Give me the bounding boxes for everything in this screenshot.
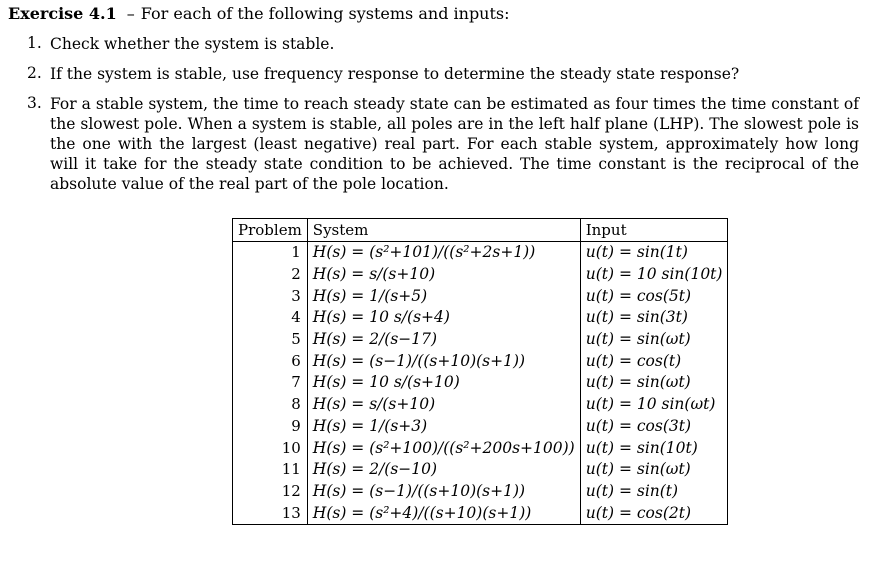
input-signal: u(t) = sin(t) <box>585 481 679 500</box>
system-transfer-function: H(s) = 2/(s−10) <box>307 459 580 481</box>
system-transfer-function: H(s) = s/(s+10) <box>307 394 580 416</box>
system-transfer-function: H(s) = 10 s/(s+4) <box>307 307 580 329</box>
system-transfer-function: H(s) = 2/(s−17) <box>307 329 580 351</box>
question-number: 3. <box>27 94 42 112</box>
question-item-3 <box>27 94 859 194</box>
question-text: Check whether the system is stable. <box>50 35 335 53</box>
table-row <box>233 242 728 264</box>
table-header-row <box>233 219 728 242</box>
input-signal: u(t) = cos(5t) <box>585 286 692 305</box>
table-row <box>233 307 728 329</box>
problem-number: 8 <box>233 394 308 416</box>
system-transfer-function: H(s) = (s²+101)/((s²+2s+1)) <box>307 242 580 264</box>
problem-number: 13 <box>233 502 308 524</box>
question-text: For a stable system, the time to reach steady state can be estimated as four times the time constant of the slowest pole. When a system is stable, all poles are in the left half plane (LHP). The slowest pole is the one with the largest (least negative) real part. For each stable system, approximately how long will it take for the steady state condition to be achieved. The time constant is the reciprocal of the absolute value of the real part of the pole location. <box>50 95 859 193</box>
header-separator: – <box>126 4 135 23</box>
table-row <box>233 416 728 438</box>
question-item-1 <box>27 34 859 54</box>
question-list <box>27 34 859 204</box>
problem-number: 4 <box>233 307 308 329</box>
system-transfer-function: H(s) = (s−1)/((s+10)(s+1)) <box>307 350 580 372</box>
input-signal: u(t) = 10 sin(10t) <box>585 265 723 284</box>
table-row <box>233 459 728 481</box>
input-signal: u(t) = sin(10t) <box>585 438 698 457</box>
input-signal: u(t) = sin(ωt) <box>585 460 691 479</box>
input-signal: u(t) = sin(ωt) <box>585 330 691 349</box>
column-header-input: Input <box>580 219 728 242</box>
problem-number: 12 <box>233 481 308 503</box>
table-row <box>233 394 728 416</box>
system-transfer-function: H(s) = 10 s/(s+10) <box>307 372 580 394</box>
column-header-system: System <box>307 219 580 242</box>
question-item-2 <box>27 64 859 84</box>
input-signal: u(t) = cos(t) <box>585 351 682 370</box>
question-number: 1. <box>27 34 42 52</box>
exercise-title: Exercise 4.1 <box>8 4 117 23</box>
problem-number: 5 <box>233 329 308 351</box>
problem-number: 11 <box>233 459 308 481</box>
system-transfer-function: H(s) = 1/(s+3) <box>307 416 580 438</box>
problem-number: 6 <box>233 350 308 372</box>
system-transfer-function: H(s) = (s²+100)/((s²+200s+100)) <box>307 437 580 459</box>
table-row <box>233 329 728 351</box>
system-transfer-function: H(s) = s/(s+10) <box>307 264 580 286</box>
problem-number: 2 <box>233 264 308 286</box>
exercise-intro: For each of the following systems and inputs: <box>140 4 510 23</box>
table-row <box>233 264 728 286</box>
problem-number: 7 <box>233 372 308 394</box>
column-header-problem: Problem <box>233 219 308 242</box>
exercise-header <box>8 4 510 24</box>
table-row <box>233 481 728 503</box>
input-signal: u(t) = sin(ωt) <box>585 373 691 392</box>
system-transfer-function: H(s) = 1/(s+5) <box>307 285 580 307</box>
systems-table <box>232 218 728 525</box>
input-signal: u(t) = 10 sin(ωt) <box>585 395 716 414</box>
input-signal: u(t) = sin(1t) <box>585 243 688 262</box>
problem-number: 3 <box>233 285 308 307</box>
system-transfer-function: H(s) = (s−1)/((s+10)(s+1)) <box>307 481 580 503</box>
question-number: 2. <box>27 64 42 82</box>
system-transfer-function: H(s) = (s²+4)/((s+10)(s+1)) <box>307 502 580 524</box>
problem-number: 1 <box>233 242 308 264</box>
question-text: If the system is stable, use frequency response to determine the steady state response? <box>50 65 740 83</box>
table-row <box>233 372 728 394</box>
table-row <box>233 502 728 524</box>
problem-number: 9 <box>233 416 308 438</box>
table-row <box>233 285 728 307</box>
input-signal: u(t) = cos(3t) <box>585 416 692 435</box>
problem-number: 10 <box>233 437 308 459</box>
input-signal: u(t) = sin(3t) <box>585 308 688 327</box>
table-row <box>233 350 728 372</box>
input-signal: u(t) = cos(2t) <box>585 503 692 522</box>
table-row <box>233 437 728 459</box>
